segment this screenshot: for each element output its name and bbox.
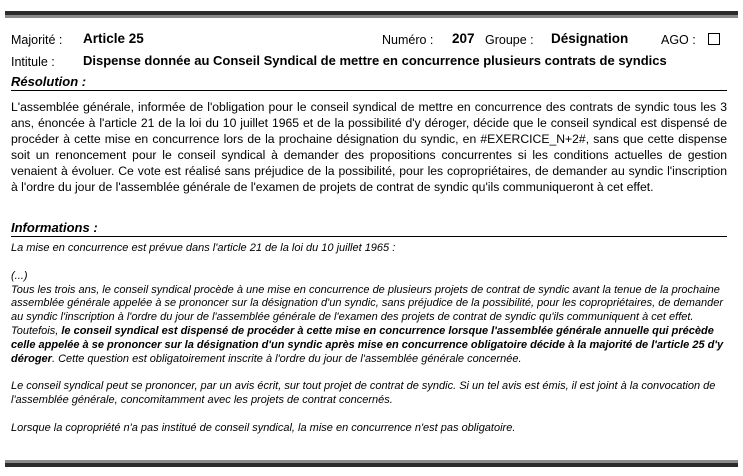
numero-value: 207 (452, 31, 475, 46)
info-para3: Lorsque la copropriété n'a pas institué de conseil syndical, la mise en concurrence n'est pas obligatoire. (11, 421, 516, 434)
info-quote-end: . Cette question est obligatoirement inscrite à l'ordre du jour de l'assemblée générale concernée. (51, 352, 522, 365)
ago-label: AGO : (661, 33, 696, 47)
groupe-label: Groupe : (485, 33, 534, 47)
intitule-row (11, 53, 727, 71)
ago-checkbox[interactable] (708, 33, 720, 45)
majorite-value: Article 25 (83, 31, 144, 46)
info-quote-start: Tous les trois ans, le conseil syndical procède à une mise en concurrence de plusieurs projets de contrat de syndic avant la tenue de la prochaine assemblée générale appelée à se prononcer sur la désignation d'un syndic, sans préjudice de la possibilité, pour les copropriétaires, de demander au syndic l'inscription à l'ordre du jour de l'assemblée générale de l'examen des projets de contrat de syndic qu'ils communiquent à cet effet. Toutefois, (11, 283, 724, 337)
informations-body (11, 242, 727, 436)
bottom-rule (5, 463, 738, 467)
intitule-label: Intitule : (11, 55, 55, 69)
informations-title: Informations : (11, 220, 727, 237)
info-ellipsis: (...) (11, 269, 28, 282)
majorite-label: Majorité : (11, 33, 63, 47)
info-intro: La mise en concurrence est prévue dans l'article 21 de la loi du 10 juillet 1965 : (11, 242, 396, 254)
resolution-title: Résolution : (11, 74, 727, 91)
info-quote-bold: le conseil syndical est dispensé de procéder à cette mise en concurrence lorsque l'assemblée générale annuelle qui précède celle appelée à se prononcer sur la désignation d'un syndic après mise en concurrence obligatoire décide à la majorité de l'article 25 d'y déroger (11, 324, 724, 365)
header-row (11, 31, 727, 49)
intitule-value: Dispense donnée au Conseil Syndical de mettre en concurrence plusieurs contrats de syndics (83, 53, 667, 68)
groupe-value: Désignation (551, 31, 629, 46)
info-para2: Le conseil syndical peut se prononcer, par un avis écrit, sur tout projet de contrat de syndic. Si un tel avis est émis, il est joint à la convocation de l'assemblée générale, concomitamment avec les projets de contrat concernés. (11, 380, 716, 407)
top-rule-shadow (5, 15, 738, 18)
numero-label: Numéro : (382, 33, 434, 47)
resolution-text: L'assemblée générale, informée de l'obligation pour le conseil syndical de mettre en concurrence des contrats de syndic tous les 3 ans, énoncée à l'article 21 de la loi du 10 juillet 1965 et de la possibilité d'y déroger, décide que le conseil syndical est dispensé de procéder à cette mise en concurrence lors de la prochaine désignation du syndic, en #EXERCICE_N+2#, sans que cette dispense soit un renoncement pour le conseil syndical à demander des propositions concurrentes si les conditions actuelles de gestion venaient à évoluer. Ce vote est réalisé sans préjudice de la possibilité, pour les copropriétaires, de demander au syndic l'inscription à l'ordre du jour de l'assemblée générale de l'examen de projets de contrat de syndic qu'ils communiqueront à cet effet. (11, 100, 727, 194)
info-quote (11, 284, 727, 367)
